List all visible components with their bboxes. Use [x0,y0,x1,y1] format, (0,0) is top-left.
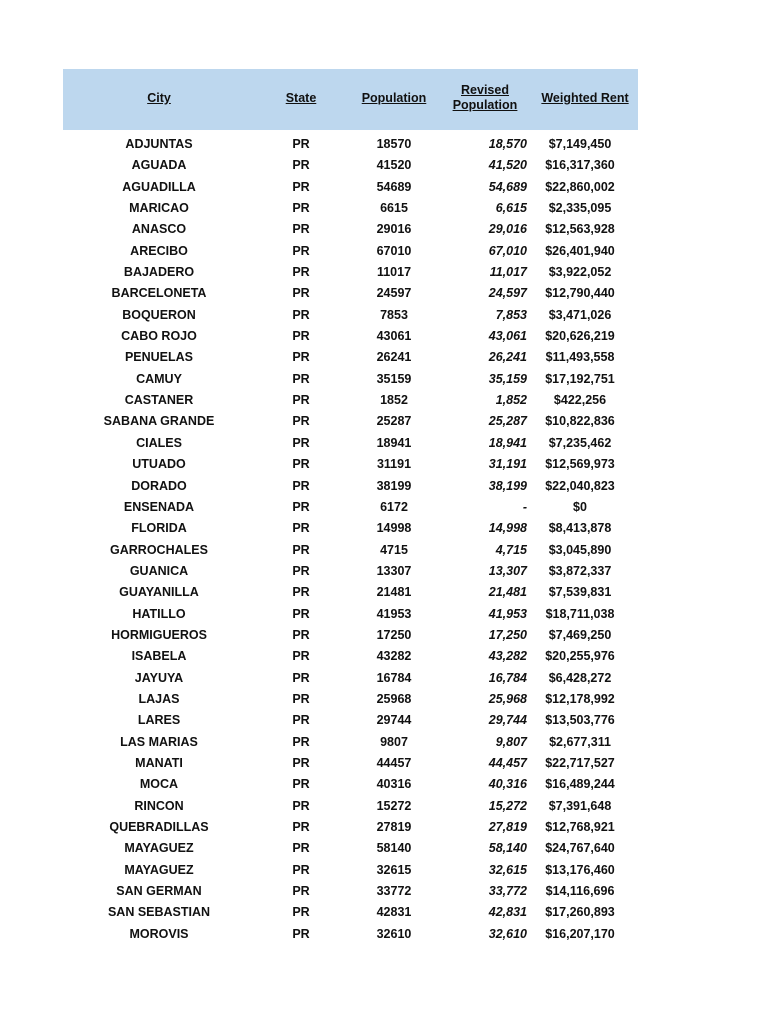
table-row [63,604,638,625]
cell-revised-population[interactable]: 43,061 [488,329,527,344]
cell-weighted-rent[interactable]: $20,626,219 [545,329,615,344]
spreadsheet-table [63,69,638,945]
cell-state[interactable]: PR [292,606,310,621]
table-row [63,668,638,689]
cell-city[interactable]: ADJUNTAS [125,137,193,151]
cell-city[interactable]: HATILLO [132,606,186,621]
cell-state[interactable]: PR [292,350,310,365]
cell-weighted-rent[interactable]: $16,317,360 [545,158,615,173]
cell-population[interactable]: 32610 [376,926,412,941]
cell-state[interactable]: PR [292,137,310,151]
cell-revised-population[interactable]: 11,017 [489,265,527,280]
cell-city[interactable]: SAN SEBASTIAN [107,905,211,920]
cell-state[interactable]: PR [292,841,310,856]
table-row [63,326,638,347]
cell-population[interactable]: 24597 [376,286,412,301]
table-row [63,753,638,774]
cell-city[interactable]: AGUADILLA [122,179,196,194]
cell-state[interactable]: PR [292,201,310,216]
table-row [63,433,638,454]
cell-population[interactable]: 27819 [376,820,412,834]
table-row [63,411,638,432]
table-row [63,838,638,859]
cell-weighted-rent[interactable]: $22,717,527 [545,755,615,770]
cell-city[interactable]: CAMUY [136,371,182,386]
cell-weighted-rent[interactable]: $2,677,311 [549,734,611,749]
cell-weighted-rent[interactable]: $12,790,440 [545,286,615,301]
table-row [63,283,638,304]
cell-weighted-rent[interactable]: $7,235,462 [548,435,612,450]
header-row [63,69,638,130]
cell-city[interactable]: GUANICA [129,563,189,578]
cell-state[interactable]: PR [292,862,310,877]
cell-state[interactable]: PR [292,329,310,344]
cell-city[interactable]: AGUADA [131,158,187,173]
cell-weighted-rent[interactable]: $8,413,878 [548,521,612,536]
cell-city[interactable]: RINCON [134,798,184,813]
table-row [63,796,638,817]
header-state[interactable]: State [285,91,317,105]
table-row [63,177,638,198]
cell-weighted-rent[interactable]: $3,922,052 [548,265,612,280]
cell-city[interactable]: MOCA [139,777,179,792]
cell-city[interactable]: PENUELAS [124,350,194,365]
cell-revised-population[interactable]: 31,191 [488,457,527,472]
cell-city[interactable]: MARICAO [129,201,189,216]
cell-weighted-rent[interactable]: $22,860,002 [545,179,615,194]
cell-weighted-rent[interactable]: $10,822,836 [545,414,615,429]
cell-state[interactable]: PR [292,820,310,834]
cell-weighted-rent[interactable]: $17,260,893 [545,905,615,920]
cell-population[interactable]: 18941 [376,435,412,450]
cell-weighted-rent[interactable]: $11,493,558 [545,350,615,365]
cell-population[interactable]: 13307 [376,563,412,578]
cell-population[interactable]: 33772 [376,884,412,899]
cell-revised-population[interactable]: 40,316 [488,777,527,792]
cell-revised-population[interactable]: 25,968 [488,691,527,706]
cell-weighted-rent[interactable]: $7,469,250 [548,627,612,642]
cell-city[interactable]: BARCELONETA [111,286,207,301]
cell-weighted-rent[interactable]: $16,489,244 [545,777,615,792]
cell-population[interactable]: 29016 [376,222,412,237]
cell-state[interactable]: PR [292,563,310,578]
cell-state[interactable]: PR [292,542,310,557]
cell-weighted-rent[interactable]: $3,872,337 [548,563,612,578]
cell-population[interactable]: 6615 [380,201,408,216]
cell-population[interactable]: 25287 [376,414,412,429]
table-row [63,198,638,219]
cell-weighted-rent[interactable]: $3,045,890 [548,542,612,557]
cell-weighted-rent[interactable]: $16,207,170 [545,926,615,941]
cell-population[interactable]: 11017 [376,265,412,280]
cell-revised-population[interactable]: 16,784 [488,670,527,685]
table-row [63,817,638,838]
cell-population[interactable]: 14998 [376,521,412,536]
cell-weighted-rent[interactable]: $14,116,696 [545,884,615,899]
cell-revised-population[interactable]: 7,853 [495,307,527,322]
table-row [63,902,638,923]
cell-population[interactable]: 4715 [380,542,408,557]
cell-revised-population[interactable]: 18,570 [488,137,527,151]
cell-state[interactable]: PR [292,499,310,514]
header-revised-population[interactable] [445,83,525,113]
cell-city[interactable]: HORMIGUEROS [111,627,207,642]
cell-population[interactable]: 67010 [376,243,412,258]
cell-revised-population[interactable]: 43,282 [488,649,527,664]
cell-revised-population[interactable]: 24,597 [488,286,527,301]
cell-state[interactable]: PR [292,905,310,920]
cell-revised-population[interactable]: 13,307 [488,563,527,578]
cell-city[interactable]: MAYAGUEZ [124,841,194,856]
cell-city[interactable]: LAS MARIAS [120,734,198,749]
cell-weighted-rent[interactable]: $2,335,095 [548,201,612,216]
table-row [63,134,638,155]
cell-weighted-rent[interactable]: $22,040,823 [545,478,615,493]
cell-revised-population[interactable]: 35,159 [488,371,527,386]
table-row [63,732,638,753]
table-row [63,262,638,283]
cell-state[interactable]: PR [292,478,310,493]
cell-city[interactable]: ANASCO [131,222,187,237]
cell-city[interactable]: CABO ROJO [121,329,197,344]
cell-population[interactable]: 41520 [376,158,412,173]
cell-revised-population[interactable]: 27,819 [488,820,527,834]
cell-population[interactable]: 25968 [376,691,412,706]
cell-revised-population[interactable]: 17,250 [488,627,527,642]
cell-revised-population[interactable]: 15,272 [488,798,527,813]
cell-population[interactable]: 16784 [376,670,412,685]
cell-revised-population[interactable]: 9,807 [495,734,527,749]
cell-state[interactable]: PR [292,435,310,450]
cell-population[interactable]: 43282 [376,649,412,664]
cell-city[interactable]: GUAYANILLA [119,585,199,600]
table-row [63,347,638,368]
table-row [63,241,638,262]
cell-revised-population[interactable]: 42,831 [488,905,527,920]
header-weighted-rent[interactable]: Weighted Rent [541,91,629,105]
cell-city[interactable]: BAJADERO [123,265,195,280]
cell-city[interactable]: MAYAGUEZ [124,862,194,877]
cell-state[interactable]: PR [292,691,310,706]
table-row [63,924,638,945]
cell-state[interactable]: PR [292,286,310,301]
cell-state[interactable]: PR [292,777,310,792]
table-row [63,390,638,411]
cell-population[interactable]: 15272 [376,798,412,813]
cell-population[interactable]: 44457 [376,755,412,770]
cell-city[interactable]: UTUADO [132,457,186,472]
cell-population[interactable]: 1852 [380,393,408,408]
cell-state[interactable]: PR [292,713,310,728]
cell-population[interactable]: 58140 [376,841,412,856]
cell-revised-population[interactable]: 29,744 [488,713,527,728]
cell-population[interactable]: 41953 [376,606,412,621]
cell-city[interactable]: BOQUERON [122,307,196,322]
cell-population[interactable]: 26241 [376,350,412,365]
cell-city[interactable]: MOROVIS [129,926,189,941]
cell-weighted-rent[interactable]: $26,401,940 [545,243,615,258]
cell-state[interactable]: PR [292,798,310,813]
cell-state[interactable]: PR [292,307,310,322]
cell-weighted-rent[interactable]: $12,563,928 [545,222,615,237]
cell-revised-population[interactable]: 58,140 [488,841,527,856]
cell-revised-population[interactable]: 54,689 [488,179,527,194]
table-row [63,369,638,390]
cell-revised-population[interactable]: 38,199 [488,478,527,493]
cell-population[interactable]: 21481 [376,585,412,600]
cell-city[interactable]: CASTANER [124,393,194,408]
cell-population[interactable]: 6172 [380,499,408,514]
cell-city[interactable]: SABANA GRANDE [103,414,215,429]
cell-city[interactable]: LAJAS [138,691,180,706]
table-body [63,130,638,945]
cell-revised-population[interactable]: 32,615 [488,862,527,877]
cell-weighted-rent[interactable]: $20,255,976 [545,649,615,664]
cell-city[interactable]: ISABELA [131,649,187,664]
cell-state[interactable]: PR [292,243,310,258]
table-row [63,646,638,667]
cell-population[interactable]: 54689 [376,179,412,194]
cell-population[interactable]: 31191 [376,457,412,472]
cell-state[interactable]: PR [292,179,310,194]
cell-city[interactable]: CIALES [136,435,182,450]
table-row [63,476,638,497]
table-row [63,582,638,603]
cell-revised-population[interactable]: 4,715 [495,542,527,557]
cell-state[interactable]: PR [292,457,310,472]
cell-state[interactable]: PR [292,265,310,280]
cell-city[interactable]: MANATI [135,755,183,770]
cell-state[interactable]: PR [292,755,310,770]
cell-city[interactable]: QUEBRADILLAS [109,820,209,834]
cell-population[interactable]: 43061 [376,329,412,344]
cell-state[interactable]: PR [292,414,310,429]
cell-weighted-rent[interactable]: $13,503,776 [545,713,615,728]
header-revised-line1: Revised [461,83,509,97]
table-row [63,860,638,881]
cell-weighted-rent[interactable]: $13,176,460 [545,862,615,877]
cell-city[interactable]: FLORIDA [131,521,187,536]
cell-city[interactable]: GARROCHALES [110,542,208,557]
table-row [63,774,638,795]
cell-weighted-rent[interactable]: $3,471,026 [548,307,612,322]
cell-revised-population[interactable]: 25,287 [488,414,527,429]
cell-revised-population[interactable]: 29,016 [488,222,527,237]
table-row [63,305,638,326]
cell-weighted-rent[interactable]: $422,256 [553,393,607,408]
cell-revised-population[interactable]: 41,520 [488,158,527,173]
cell-population[interactable]: 17250 [376,627,412,642]
cell-revised-population[interactable]: 1,852 [495,393,527,408]
table-row [63,540,638,561]
cell-weighted-rent[interactable]: $24,767,640 [545,841,615,856]
header-city[interactable]: City [147,91,171,105]
cell-weighted-rent[interactable]: $7,391,648 [548,798,612,813]
cell-state[interactable]: PR [292,393,310,408]
cell-revised-population[interactable]: 26,241 [488,350,527,365]
cell-state[interactable]: PR [292,371,310,386]
cell-population[interactable]: 38199 [376,478,412,493]
cell-population[interactable]: 40316 [376,777,412,792]
cell-state[interactable]: PR [292,521,310,536]
cell-state[interactable]: PR [292,884,310,899]
cell-weighted-rent[interactable]: $12,569,973 [545,457,615,472]
cell-weighted-rent[interactable]: $7,149,450 [548,137,612,151]
table-row [63,497,638,518]
cell-state[interactable]: PR [292,627,310,642]
cell-revised-population[interactable]: 33,772 [488,884,527,899]
table-row [63,625,638,646]
cell-revised-population[interactable]: 18,941 [488,435,527,450]
cell-state[interactable]: PR [292,649,310,664]
cell-revised-population[interactable]: 41,953 [488,606,527,621]
table-row [63,155,638,176]
table-row [63,219,638,240]
cell-revised-population[interactable]: 6,615 [495,201,527,216]
cell-population[interactable]: 9807 [380,734,408,749]
cell-weighted-rent[interactable]: $0 [573,499,587,514]
cell-weighted-rent[interactable]: $17,192,751 [545,371,615,386]
cell-state[interactable]: PR [292,158,310,173]
cell-revised-population[interactable]: 32,610 [488,926,527,941]
table-row [63,561,638,582]
cell-population[interactable]: 32615 [376,862,412,877]
cell-population[interactable]: 35159 [376,371,412,386]
cell-state[interactable]: PR [292,926,310,941]
cell-revised-population[interactable]: 44,457 [488,755,527,770]
cell-weighted-rent[interactable]: $12,768,921 [545,820,615,834]
table-row [63,689,638,710]
cell-weighted-rent[interactable]: $6,428,272 [548,670,612,685]
cell-weighted-rent[interactable]: $12,178,992 [545,691,615,706]
cell-city[interactable]: ARECIBO [130,243,188,258]
cell-population[interactable]: 7853 [380,307,408,322]
table-row [63,710,638,731]
header-population[interactable]: Population [361,91,427,105]
cell-city[interactable]: ENSENADA [123,499,195,514]
cell-state[interactable]: PR [292,670,310,685]
table-row [63,518,638,539]
cell-weighted-rent[interactable]: $18,711,038 [545,606,615,621]
cell-city[interactable]: JAYUYA [134,670,184,685]
cell-revised-population[interactable]: 21,481 [488,585,527,600]
header-revised-line2: Population [452,98,518,112]
cell-revised-population[interactable]: - [522,499,527,514]
cell-city[interactable]: DORADO [131,478,187,493]
cell-population[interactable]: 18570 [376,137,412,151]
cell-revised-population[interactable]: 14,998 [488,521,527,536]
cell-city[interactable]: SAN GERMAN [116,884,202,899]
cell-revised-population[interactable]: 67,010 [488,243,527,258]
cell-population[interactable]: 42831 [376,905,412,920]
table-row [63,454,638,475]
cell-weighted-rent[interactable]: $7,539,831 [548,585,612,600]
cell-city[interactable]: LARES [137,713,181,728]
cell-state[interactable]: PR [292,222,310,237]
table-row [63,881,638,902]
cell-state[interactable]: PR [292,585,310,600]
cell-population[interactable]: 29744 [376,713,412,728]
cell-state[interactable]: PR [292,734,310,749]
